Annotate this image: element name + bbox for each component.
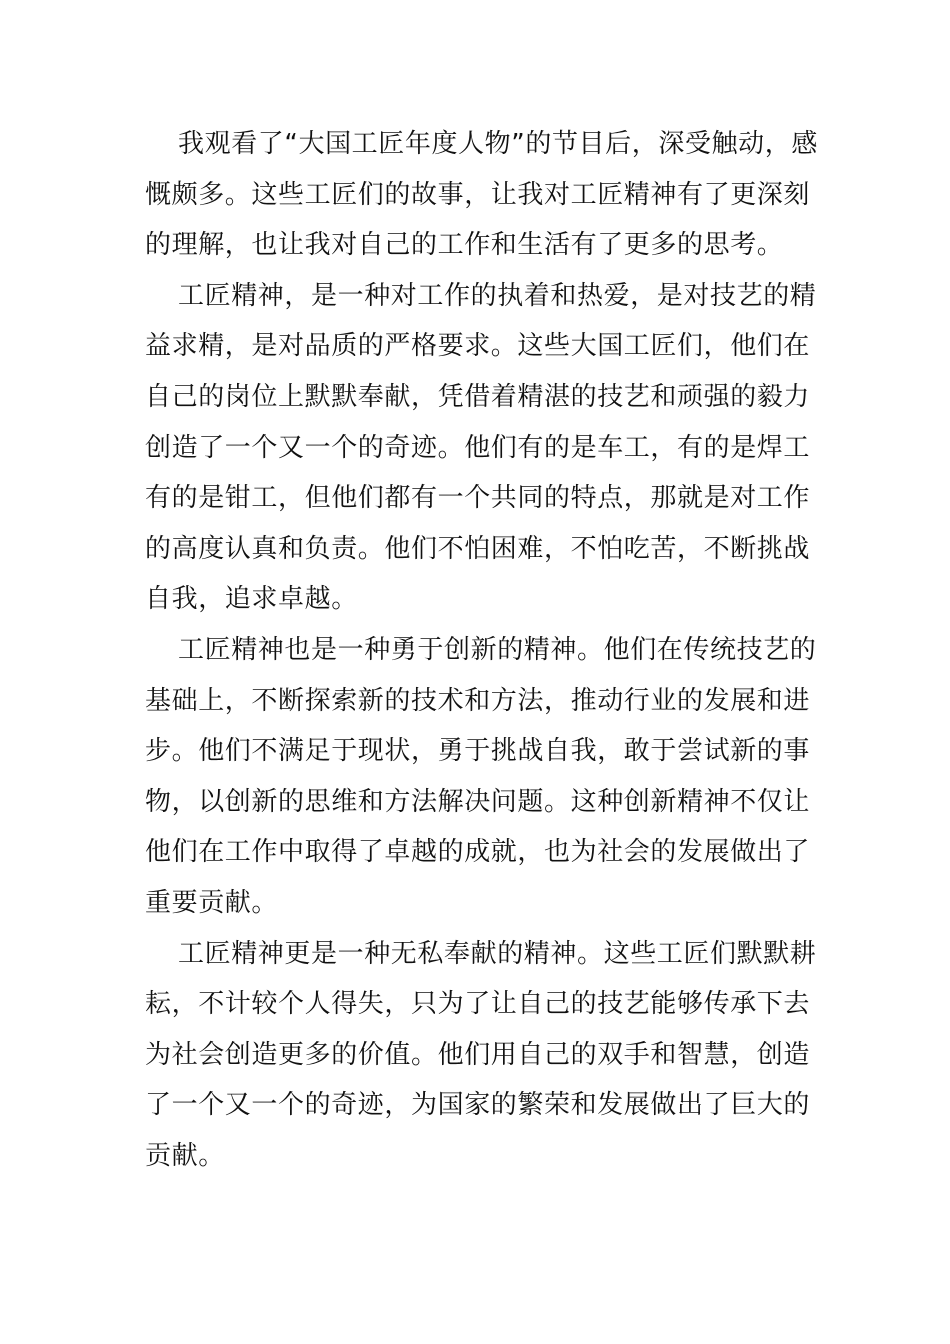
text-line: 益求精，是对品质的严格要求。这些大国工匠们，他们在 [145,331,811,362]
text-line: 步。他们不满足于现状，勇于挑战自我，敢于尝试新的事 [145,736,811,767]
paragraph-1 [145,124,818,276]
text-line: 创造了一个又一个的奇迹。他们有的是车工，有的是焊工 [145,432,811,463]
text-line: 耘，不计较个人得失，只为了让自己的技艺能够传承下去 [145,989,811,1020]
text-line: 的理解，也让我对自己的工作和生活有了更多的思考。 [145,230,784,261]
document-body [145,124,818,1186]
text-line: 重要贡献。 [145,887,279,918]
text-line: 工匠精神，是一种对工作的执着和热爱，是对技艺的精 [178,280,817,311]
text-line: 自我，追求卓越。 [145,584,358,615]
text-line: 自己的岗位上默默奉献，凭借着精湛的技艺和顽强的毅力 [145,381,811,412]
paragraph-3 [145,630,817,934]
paragraph-4 [145,934,817,1187]
paragraph-2 [145,276,817,630]
text-line: 有的是钳工，但他们都有一个共同的特点，那就是对工作 [145,483,811,514]
text-line: 他们在工作中取得了卓越的成就，也为社会的发展做出了 [145,837,811,868]
text-line: 了一个又一个的奇迹，为国家的繁荣和发展做出了巨大的 [145,1090,811,1121]
text-line: 为社会创造更多的价值。他们用自己的双手和智慧，创造 [145,1039,811,1070]
text-line: 物，以创新的思维和方法解决问题。这种创新精神不仅让 [145,786,811,817]
text-line: 我观看了“大国工匠年度人物”的节目后，深受触动，感 [178,129,818,159]
text-line: 基础上，不断探索新的技术和方法，推动行业的发展和进 [145,685,811,716]
text-line: 工匠精神更是一种无私奉献的精神。这些工匠们默默耕 [178,938,817,969]
text-line: 的高度认真和负责。他们不怕困难，不怕吃苦，不断挑战 [145,533,811,564]
text-line: 工匠精神也是一种勇于创新的精神。他们在传统技艺的 [178,634,817,665]
text-line: 贡献。 [145,1140,225,1171]
text-line: 慨颇多。这些工匠们的故事，让我对工匠精神有了更深刻 [145,179,811,210]
